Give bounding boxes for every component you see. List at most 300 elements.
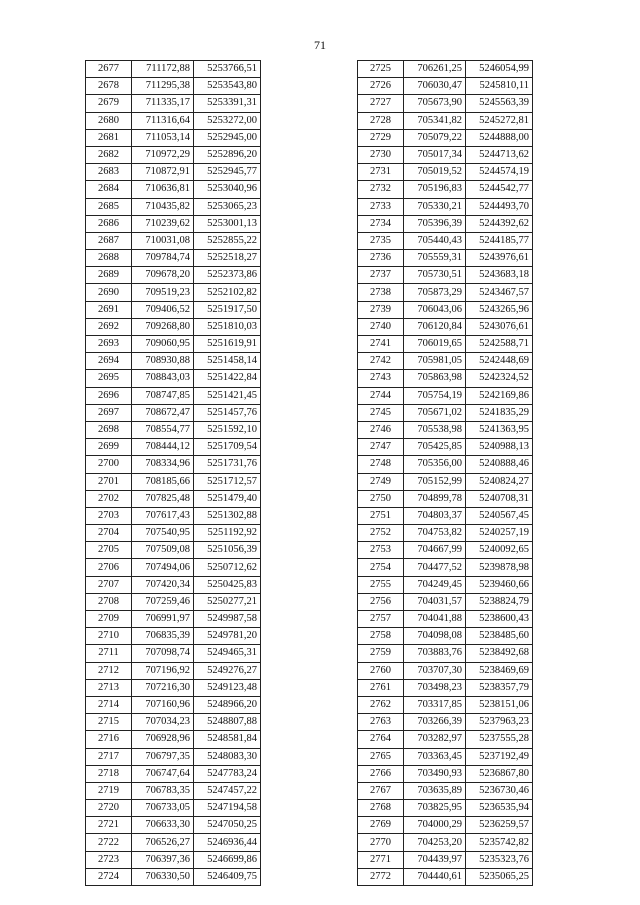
- point-number-cell: 2732: [358, 181, 404, 198]
- y-coordinate-cell: 5252373,86: [194, 267, 261, 284]
- table-row: [86, 662, 261, 679]
- x-coordinate-cell: 709268,80: [132, 318, 194, 335]
- table-row: [358, 353, 533, 370]
- point-number-cell: 2765: [358, 748, 404, 765]
- table-row: [86, 748, 261, 765]
- x-coordinate-cell: 704031,57: [404, 593, 466, 610]
- point-number-cell: 2708: [86, 593, 132, 610]
- y-coordinate-cell: 5245563,39: [466, 95, 533, 112]
- table-row: [86, 542, 261, 559]
- point-number-cell: 2763: [358, 714, 404, 731]
- x-coordinate-cell: 703266,39: [404, 714, 466, 731]
- table-row: [358, 421, 533, 438]
- y-coordinate-cell: 5248807,88: [194, 714, 261, 731]
- point-number-cell: 2697: [86, 404, 132, 421]
- y-coordinate-cell: 5248083,30: [194, 748, 261, 765]
- table-row: [86, 129, 261, 146]
- table-row: [86, 800, 261, 817]
- point-number-cell: 2680: [86, 112, 132, 129]
- y-coordinate-cell: 5238824,79: [466, 593, 533, 610]
- y-coordinate-cell: 5237192,49: [466, 748, 533, 765]
- table-row: [86, 507, 261, 524]
- table-row: [86, 215, 261, 232]
- table-row: [358, 645, 533, 662]
- table-row: [86, 284, 261, 301]
- x-coordinate-cell: 706991,97: [132, 611, 194, 628]
- point-number-cell: 2730: [358, 146, 404, 163]
- y-coordinate-cell: 5251458,14: [194, 353, 261, 370]
- y-coordinate-cell: 5252518,27: [194, 250, 261, 267]
- x-coordinate-cell: 706030,47: [404, 78, 466, 95]
- table-row: [86, 817, 261, 834]
- y-coordinate-cell: 5250712,62: [194, 559, 261, 576]
- x-coordinate-cell: 704041,88: [404, 611, 466, 628]
- y-coordinate-cell: 5251302,88: [194, 507, 261, 524]
- point-number-cell: 2760: [358, 662, 404, 679]
- table-row: [86, 456, 261, 473]
- point-number-cell: 2742: [358, 353, 404, 370]
- point-number-cell: 2706: [86, 559, 132, 576]
- y-coordinate-cell: 5246054,99: [466, 61, 533, 78]
- x-coordinate-cell: 707216,30: [132, 679, 194, 696]
- y-coordinate-cell: 5253543,80: [194, 78, 261, 95]
- y-coordinate-cell: 5247194,58: [194, 800, 261, 817]
- x-coordinate-cell: 707825,48: [132, 490, 194, 507]
- table-row: [86, 370, 261, 387]
- table-row: [86, 576, 261, 593]
- x-coordinate-cell: 708334,96: [132, 456, 194, 473]
- point-number-cell: 2684: [86, 181, 132, 198]
- table-row: [86, 336, 261, 353]
- x-coordinate-cell: 706747,64: [132, 765, 194, 782]
- y-coordinate-cell: 5252945,00: [194, 129, 261, 146]
- table-row: [358, 181, 533, 198]
- table-row: [86, 164, 261, 181]
- table-row: [358, 800, 533, 817]
- table-row: [86, 232, 261, 249]
- x-coordinate-cell: 708185,66: [132, 473, 194, 490]
- x-coordinate-cell: 705330,21: [404, 198, 466, 215]
- x-coordinate-cell: 704803,37: [404, 507, 466, 524]
- table-row: [86, 250, 261, 267]
- x-coordinate-cell: 704000,29: [404, 817, 466, 834]
- point-number-cell: 2709: [86, 611, 132, 628]
- table-row: [358, 714, 533, 731]
- x-coordinate-cell: 706330,50: [132, 868, 194, 885]
- y-coordinate-cell: 5251619,91: [194, 336, 261, 353]
- point-number-cell: 2745: [358, 404, 404, 421]
- point-number-cell: 2702: [86, 490, 132, 507]
- y-coordinate-cell: 5251712,57: [194, 473, 261, 490]
- point-number-cell: 2759: [358, 645, 404, 662]
- y-coordinate-cell: 5236535,94: [466, 800, 533, 817]
- table-row: [358, 611, 533, 628]
- x-coordinate-cell: 706835,39: [132, 628, 194, 645]
- table-row: [358, 387, 533, 404]
- table-row: [86, 387, 261, 404]
- table-row: [358, 61, 533, 78]
- x-coordinate-cell: 705152,99: [404, 473, 466, 490]
- x-coordinate-cell: 704899,78: [404, 490, 466, 507]
- x-coordinate-cell: 707098,74: [132, 645, 194, 662]
- y-coordinate-cell: 5251192,92: [194, 525, 261, 542]
- y-coordinate-cell: 5253001,13: [194, 215, 261, 232]
- x-coordinate-cell: 706797,35: [132, 748, 194, 765]
- table-row: [86, 198, 261, 215]
- y-coordinate-cell: 5250425,83: [194, 576, 261, 593]
- y-coordinate-cell: 5250277,21: [194, 593, 261, 610]
- table-row: [86, 696, 261, 713]
- point-number-cell: 2736: [358, 250, 404, 267]
- point-number-cell: 2704: [86, 525, 132, 542]
- x-coordinate-cell: 707494,06: [132, 559, 194, 576]
- x-coordinate-cell: 710972,29: [132, 146, 194, 163]
- y-coordinate-cell: 5246936,44: [194, 834, 261, 851]
- table-row: [358, 868, 533, 885]
- y-coordinate-cell: 5245272,81: [466, 112, 533, 129]
- table-row: [358, 215, 533, 232]
- y-coordinate-cell: 5251422,84: [194, 370, 261, 387]
- table-row: [86, 353, 261, 370]
- point-number-cell: 2754: [358, 559, 404, 576]
- point-number-cell: 2722: [86, 834, 132, 851]
- table-row: [358, 318, 533, 335]
- point-number-cell: 2733: [358, 198, 404, 215]
- coordinates-table-left: [85, 60, 261, 886]
- x-coordinate-cell: 709519,23: [132, 284, 194, 301]
- table-row: [86, 439, 261, 456]
- table-row: [86, 78, 261, 95]
- point-number-cell: 2743: [358, 370, 404, 387]
- x-coordinate-cell: 707259,46: [132, 593, 194, 610]
- table-row: [358, 198, 533, 215]
- x-coordinate-cell: 707196,92: [132, 662, 194, 679]
- point-number-cell: 2761: [358, 679, 404, 696]
- point-number-cell: 2726: [358, 78, 404, 95]
- point-number-cell: 2715: [86, 714, 132, 731]
- x-coordinate-cell: 706120,84: [404, 318, 466, 335]
- x-coordinate-cell: 711295,38: [132, 78, 194, 95]
- y-coordinate-cell: 5239460,66: [466, 576, 533, 593]
- x-coordinate-cell: 708747,85: [132, 387, 194, 404]
- x-coordinate-cell: 703825,95: [404, 800, 466, 817]
- x-coordinate-cell: 711335,17: [132, 95, 194, 112]
- x-coordinate-cell: 707509,08: [132, 542, 194, 559]
- y-coordinate-cell: 5240567,45: [466, 507, 533, 524]
- x-coordinate-cell: 706526,27: [132, 834, 194, 851]
- y-coordinate-cell: 5244542,77: [466, 181, 533, 198]
- x-coordinate-cell: 703363,45: [404, 748, 466, 765]
- y-coordinate-cell: 5253065,23: [194, 198, 261, 215]
- y-coordinate-cell: 5251457,76: [194, 404, 261, 421]
- y-coordinate-cell: 5238485,60: [466, 628, 533, 645]
- table-row: [358, 146, 533, 163]
- point-number-cell: 2717: [86, 748, 132, 765]
- x-coordinate-cell: 711053,14: [132, 129, 194, 146]
- y-coordinate-cell: 5244493,70: [466, 198, 533, 215]
- point-number-cell: 2692: [86, 318, 132, 335]
- y-coordinate-cell: 5244888,00: [466, 129, 533, 146]
- table-row: [358, 817, 533, 834]
- point-number-cell: 2707: [86, 576, 132, 593]
- point-number-cell: 2740: [358, 318, 404, 335]
- y-coordinate-cell: 5245810,11: [466, 78, 533, 95]
- point-number-cell: 2757: [358, 611, 404, 628]
- y-coordinate-cell: 5244185,77: [466, 232, 533, 249]
- point-number-cell: 2762: [358, 696, 404, 713]
- point-number-cell: 2764: [358, 731, 404, 748]
- coordinates-table-right: [357, 60, 533, 886]
- point-number-cell: 2771: [358, 851, 404, 868]
- table-row: [358, 473, 533, 490]
- point-number-cell: 2728: [358, 112, 404, 129]
- point-number-cell: 2752: [358, 525, 404, 542]
- table-row: [358, 851, 533, 868]
- point-number-cell: 2718: [86, 765, 132, 782]
- y-coordinate-cell: 5240092,65: [466, 542, 533, 559]
- point-number-cell: 2724: [86, 868, 132, 885]
- y-coordinate-cell: 5252945,77: [194, 164, 261, 181]
- y-coordinate-cell: 5249123,48: [194, 679, 261, 696]
- x-coordinate-cell: 709678,20: [132, 267, 194, 284]
- x-coordinate-cell: 705079,22: [404, 129, 466, 146]
- x-coordinate-cell: 706397,36: [132, 851, 194, 868]
- table-row: [358, 336, 533, 353]
- table-row: [86, 404, 261, 421]
- point-number-cell: 2714: [86, 696, 132, 713]
- y-coordinate-cell: 5238469,69: [466, 662, 533, 679]
- table-row: [358, 576, 533, 593]
- table-row: [86, 473, 261, 490]
- point-number-cell: 2687: [86, 232, 132, 249]
- y-coordinate-cell: 5241835,29: [466, 404, 533, 421]
- y-coordinate-cell: 5237555,28: [466, 731, 533, 748]
- point-number-cell: 2698: [86, 421, 132, 438]
- point-number-cell: 2725: [358, 61, 404, 78]
- table-row: [86, 782, 261, 799]
- table-row: [358, 748, 533, 765]
- y-coordinate-cell: 5249276,27: [194, 662, 261, 679]
- point-number-cell: 2738: [358, 284, 404, 301]
- x-coordinate-cell: 703498,23: [404, 679, 466, 696]
- table-row: [86, 834, 261, 851]
- point-number-cell: 2686: [86, 215, 132, 232]
- point-number-cell: 2723: [86, 851, 132, 868]
- y-coordinate-cell: 5237963,23: [466, 714, 533, 731]
- table-row: [358, 250, 533, 267]
- table-row: [358, 284, 533, 301]
- point-number-cell: 2767: [358, 782, 404, 799]
- point-number-cell: 2685: [86, 198, 132, 215]
- table-row: [86, 146, 261, 163]
- x-coordinate-cell: 705425,85: [404, 439, 466, 456]
- table-row: [358, 404, 533, 421]
- table-row: [358, 129, 533, 146]
- x-coordinate-cell: 707160,96: [132, 696, 194, 713]
- point-number-cell: 2735: [358, 232, 404, 249]
- x-coordinate-cell: 708843,03: [132, 370, 194, 387]
- x-coordinate-cell: 705017,34: [404, 146, 466, 163]
- y-coordinate-cell: 5240988,13: [466, 439, 533, 456]
- y-coordinate-cell: 5246409,75: [194, 868, 261, 885]
- table-row: [86, 645, 261, 662]
- table-row: [358, 662, 533, 679]
- x-coordinate-cell: 703883,76: [404, 645, 466, 662]
- table-row: [358, 507, 533, 524]
- y-coordinate-cell: 5235742,82: [466, 834, 533, 851]
- y-coordinate-cell: 5248581,84: [194, 731, 261, 748]
- y-coordinate-cell: 5240257,19: [466, 525, 533, 542]
- x-coordinate-cell: 709060,95: [132, 336, 194, 353]
- x-coordinate-cell: 711172,88: [132, 61, 194, 78]
- table-row: [86, 318, 261, 335]
- y-coordinate-cell: 5246699,86: [194, 851, 261, 868]
- x-coordinate-cell: 705538,98: [404, 421, 466, 438]
- y-coordinate-cell: 5251917,50: [194, 301, 261, 318]
- y-coordinate-cell: 5238151,06: [466, 696, 533, 713]
- point-number-cell: 2677: [86, 61, 132, 78]
- x-coordinate-cell: 708554,77: [132, 421, 194, 438]
- point-number-cell: 2766: [358, 765, 404, 782]
- table-row: [358, 164, 533, 181]
- y-coordinate-cell: 5247050,25: [194, 817, 261, 834]
- y-coordinate-cell: 5243265,96: [466, 301, 533, 318]
- y-coordinate-cell: 5251421,45: [194, 387, 261, 404]
- y-coordinate-cell: 5252102,82: [194, 284, 261, 301]
- x-coordinate-cell: 709406,52: [132, 301, 194, 318]
- table-row: [86, 731, 261, 748]
- point-number-cell: 2688: [86, 250, 132, 267]
- point-number-cell: 2712: [86, 662, 132, 679]
- y-coordinate-cell: 5247457,22: [194, 782, 261, 799]
- x-coordinate-cell: 703635,89: [404, 782, 466, 799]
- x-coordinate-cell: 706043,06: [404, 301, 466, 318]
- table-row: [358, 78, 533, 95]
- y-coordinate-cell: 5241363,95: [466, 421, 533, 438]
- x-coordinate-cell: 708672,47: [132, 404, 194, 421]
- y-coordinate-cell: 5253040,96: [194, 181, 261, 198]
- x-coordinate-cell: 710031,08: [132, 232, 194, 249]
- x-coordinate-cell: 705440,43: [404, 232, 466, 249]
- point-number-cell: 2749: [358, 473, 404, 490]
- point-number-cell: 2705: [86, 542, 132, 559]
- y-coordinate-cell: 5240888,46: [466, 456, 533, 473]
- x-coordinate-cell: 708444,12: [132, 439, 194, 456]
- y-coordinate-cell: 5236259,57: [466, 817, 533, 834]
- y-coordinate-cell: 5238357,79: [466, 679, 533, 696]
- y-coordinate-cell: 5243467,57: [466, 284, 533, 301]
- point-number-cell: 2772: [358, 868, 404, 885]
- point-number-cell: 2696: [86, 387, 132, 404]
- y-coordinate-cell: 5248966,20: [194, 696, 261, 713]
- table-row: [86, 61, 261, 78]
- point-number-cell: 2744: [358, 387, 404, 404]
- point-number-cell: 2689: [86, 267, 132, 284]
- point-number-cell: 2727: [358, 95, 404, 112]
- y-coordinate-cell: 5243076,61: [466, 318, 533, 335]
- table-row: [86, 714, 261, 731]
- x-coordinate-cell: 705863,98: [404, 370, 466, 387]
- y-coordinate-cell: 5242324,52: [466, 370, 533, 387]
- table-row: [86, 868, 261, 885]
- point-number-cell: 2699: [86, 439, 132, 456]
- point-number-cell: 2716: [86, 731, 132, 748]
- y-coordinate-cell: 5236867,80: [466, 765, 533, 782]
- x-coordinate-cell: 705754,19: [404, 387, 466, 404]
- table-row: [358, 456, 533, 473]
- x-coordinate-cell: 704098,08: [404, 628, 466, 645]
- x-coordinate-cell: 706261,25: [404, 61, 466, 78]
- point-number-cell: 2737: [358, 267, 404, 284]
- point-number-cell: 2751: [358, 507, 404, 524]
- y-coordinate-cell: 5251810,03: [194, 318, 261, 335]
- x-coordinate-cell: 704249,45: [404, 576, 466, 593]
- x-coordinate-cell: 703317,85: [404, 696, 466, 713]
- point-number-cell: 2711: [86, 645, 132, 662]
- table-row: [358, 490, 533, 507]
- point-number-cell: 2770: [358, 834, 404, 851]
- y-coordinate-cell: 5251056,39: [194, 542, 261, 559]
- x-coordinate-cell: 703282,97: [404, 731, 466, 748]
- table-row: [86, 559, 261, 576]
- x-coordinate-cell: 710239,62: [132, 215, 194, 232]
- y-coordinate-cell: 5249781,20: [194, 628, 261, 645]
- y-coordinate-cell: 5251592,10: [194, 421, 261, 438]
- point-number-cell: 2681: [86, 129, 132, 146]
- table-row: [86, 301, 261, 318]
- y-coordinate-cell: 5243976,61: [466, 250, 533, 267]
- table-row: [358, 525, 533, 542]
- y-coordinate-cell: 5253391,31: [194, 95, 261, 112]
- x-coordinate-cell: 705196,83: [404, 181, 466, 198]
- point-number-cell: 2756: [358, 593, 404, 610]
- x-coordinate-cell: 704753,82: [404, 525, 466, 542]
- table-row: [358, 696, 533, 713]
- point-number-cell: 2729: [358, 129, 404, 146]
- table-row: [86, 181, 261, 198]
- y-coordinate-cell: 5236730,46: [466, 782, 533, 799]
- table-row: [358, 593, 533, 610]
- y-coordinate-cell: 5249465,31: [194, 645, 261, 662]
- table-row: [358, 267, 533, 284]
- table-row: [86, 851, 261, 868]
- table-row: [86, 593, 261, 610]
- x-coordinate-cell: 706783,35: [132, 782, 194, 799]
- point-number-cell: 2750: [358, 490, 404, 507]
- x-coordinate-cell: 703707,30: [404, 662, 466, 679]
- y-coordinate-cell: 5252855,22: [194, 232, 261, 249]
- point-number-cell: 2691: [86, 301, 132, 318]
- y-coordinate-cell: 5240824,27: [466, 473, 533, 490]
- table-row: [86, 611, 261, 628]
- table-row: [358, 542, 533, 559]
- y-coordinate-cell: 5244713,62: [466, 146, 533, 163]
- table-row: [86, 679, 261, 696]
- y-coordinate-cell: 5242169,86: [466, 387, 533, 404]
- x-coordinate-cell: 707540,95: [132, 525, 194, 542]
- y-coordinate-cell: 5238492,68: [466, 645, 533, 662]
- x-coordinate-cell: 704253,20: [404, 834, 466, 851]
- x-coordinate-cell: 705356,00: [404, 456, 466, 473]
- y-coordinate-cell: 5242448,69: [466, 353, 533, 370]
- point-number-cell: 2710: [86, 628, 132, 645]
- table-row: [358, 679, 533, 696]
- x-coordinate-cell: 705341,82: [404, 112, 466, 129]
- y-coordinate-cell: 5251709,54: [194, 439, 261, 456]
- x-coordinate-cell: 710435,82: [132, 198, 194, 215]
- x-coordinate-cell: 704477,52: [404, 559, 466, 576]
- y-coordinate-cell: 5253766,51: [194, 61, 261, 78]
